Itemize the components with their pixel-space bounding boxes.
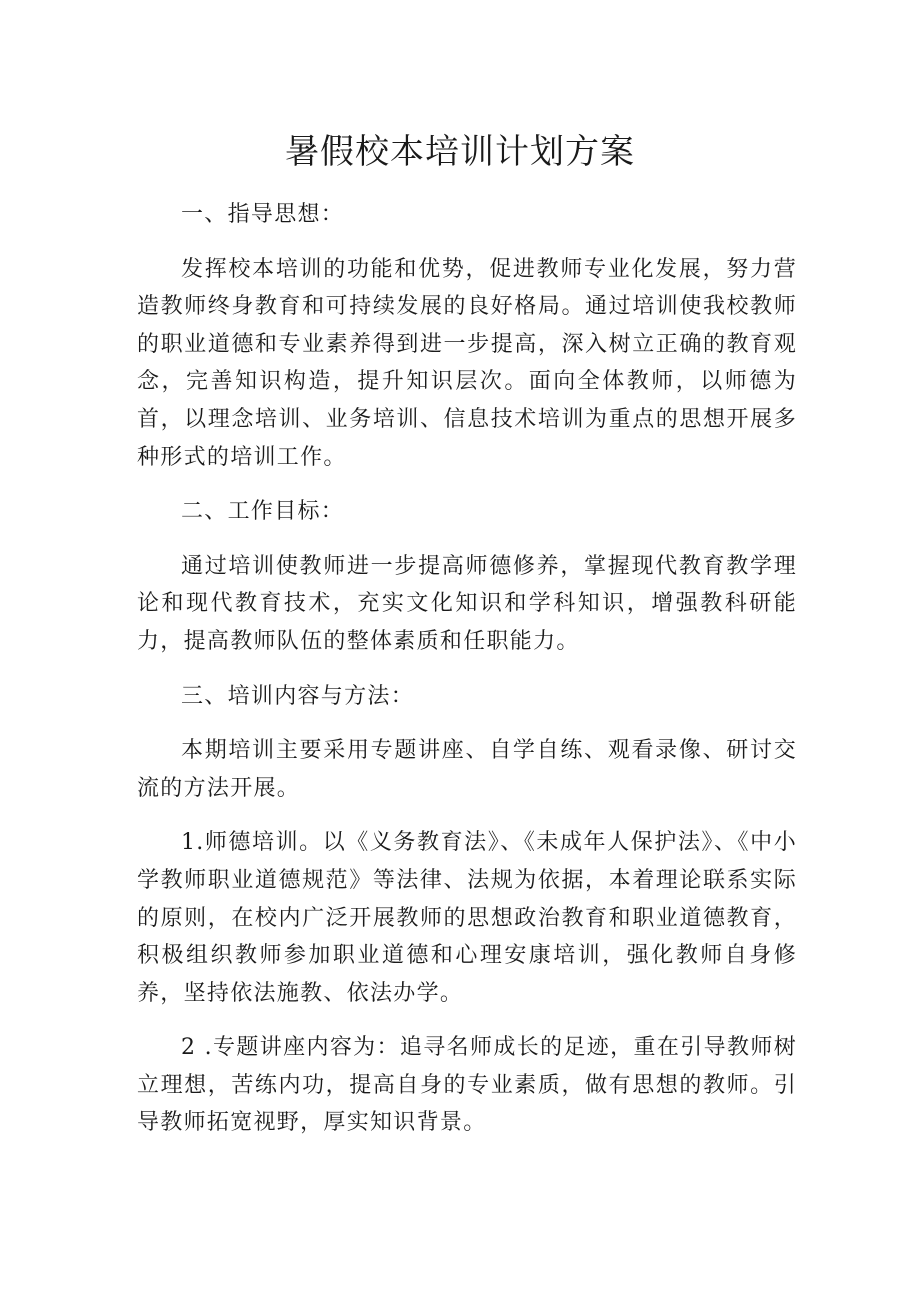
paragraph-training-methods: 本期培训主要采用专题讲座、自学自练、观看录像、研讨交流的方法开展。 (137, 738, 797, 801)
paragraph-guiding-ideology: 发挥校本培训的功能和优势，促进教师专业化发展，努力营造教师终身教育和可持续发展的良好格局。通过培训使我校教师的职业道德和专业素养得到进一步提高，深入树立正确的教育观念，完善知识构造，提升知识层次。面向全体教师，以师德为首，以理念培训、业务培训、信息技术培训为重点的思想开展多种形式的培训工作。 (137, 256, 797, 470)
heading-guiding-ideology: 一、指导思想： (181, 202, 345, 227)
document-title: 暑假校本培训计划方案 (285, 132, 635, 172)
heading-work-goals: 二、工作目标： (181, 499, 345, 525)
paragraph-work-goals: 通过培训使教师进一步提高师德修养，掌握现代教育教学理论和现代教育技术，充实文化知识和学科知识，增强教科研能力，提高教师队伍的整体素质和任职能力。 (137, 553, 797, 654)
document-body (137, 196, 797, 1159)
paragraph-lecture-content: 2 .专题讲座内容为：追寻名师成长的足迹，重在引导教师树立理想，苦练内功，提高自身的专业素质，做有思想的教师。引导教师拓宽视野，厚实知识背景。 (137, 1035, 797, 1136)
paragraph-ethics-training: 1.师德培训。以《义务教育法》、《未成年人保护法》、《中小学教师职业道德规范》等法律、法规为依据，本着理论联系实际的原则，在校内广泛开展教师的思想政治教育和职业道德教育，积极组织教师参加职业道德和心理安康培训，强化教师自身修养，坚持依法施教、依法办学。 (137, 830, 797, 1006)
heading-training-content: 三、培训内容与方法： (181, 683, 415, 709)
